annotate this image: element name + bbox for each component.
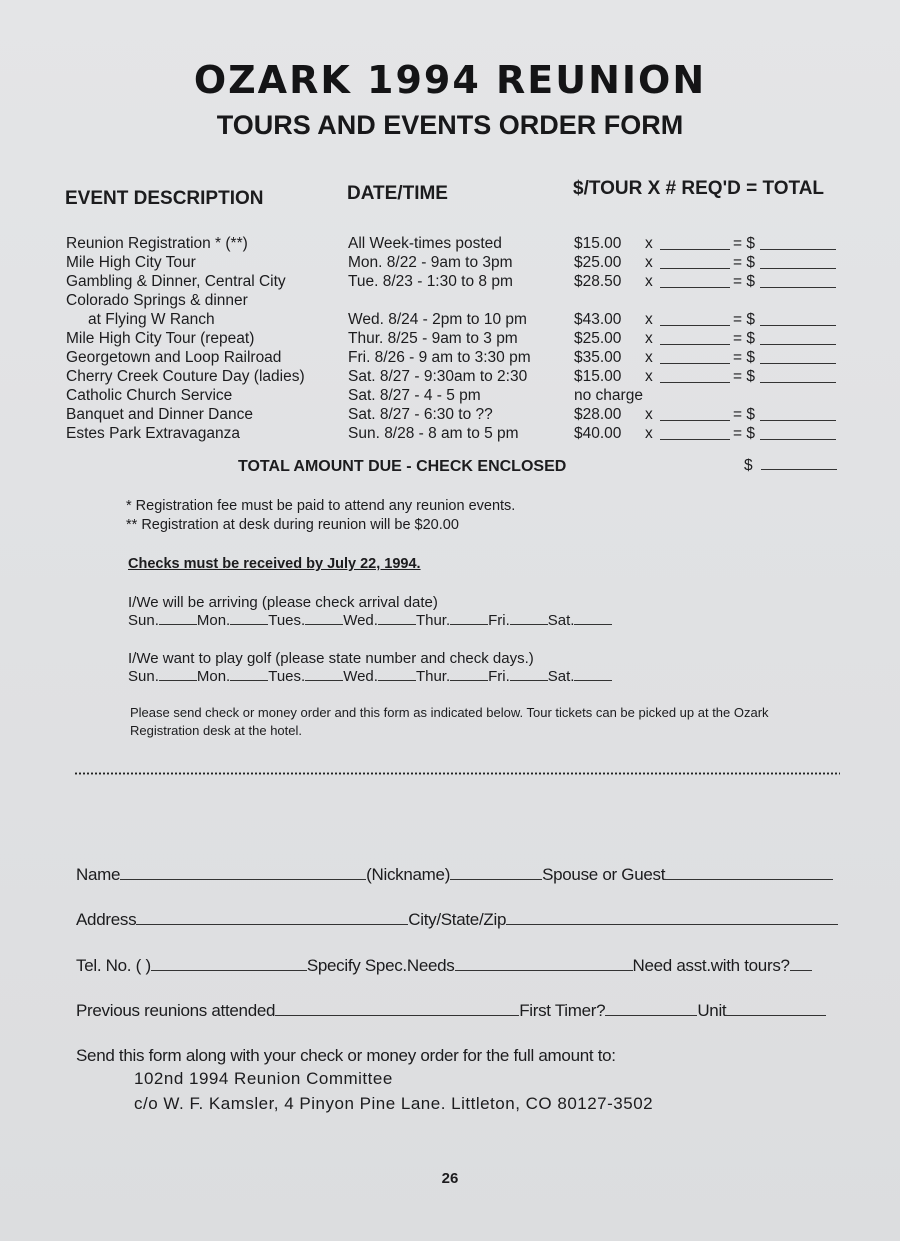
quantity-field[interactable] xyxy=(660,275,730,288)
golf-day-checkbox[interactable] xyxy=(230,668,268,681)
equals-dollar: = $ xyxy=(733,311,755,328)
instructions: Please send check or money order and this form as indicated below. Tour tickets can be picked up at the Ozark Registration desk at the hotel. xyxy=(130,705,769,738)
golf-day-checkbox[interactable] xyxy=(305,668,343,681)
address-label: Address xyxy=(76,910,137,929)
quantity-field[interactable] xyxy=(660,351,730,364)
equals-dollar: = $ xyxy=(733,406,755,423)
arrival-day-checkbox[interactable] xyxy=(159,612,197,625)
arrival-day-label: Wed. xyxy=(343,612,378,629)
equals-dollar: = $ xyxy=(733,368,755,385)
event-price: $15.00 xyxy=(574,368,622,385)
page-number: 26 xyxy=(441,1170,459,1187)
nickname-label: (Nickname) xyxy=(366,865,451,884)
event-row xyxy=(0,235,900,255)
event-name: Estes Park Extravaganza xyxy=(66,425,241,442)
event-name: Banquet and Dinner Dance xyxy=(66,406,253,423)
committee-name: 102nd 1994 Reunion Committee xyxy=(134,1069,393,1088)
quantity-field[interactable] xyxy=(660,237,730,250)
first-timer-label: First Timer? xyxy=(519,1001,606,1020)
event-date-time: Thur. 8/25 - 9am to 3 pm xyxy=(348,330,518,347)
event-row xyxy=(0,330,900,350)
address-field[interactable] xyxy=(136,910,408,925)
event-date-time: Mon. 8/22 - 9am to 3pm xyxy=(348,254,513,271)
equals-dollar: = $ xyxy=(733,254,755,271)
equals-dollar: = $ xyxy=(733,330,755,347)
event-date-time: Wed. 8/24 - 2pm to 10 pm xyxy=(348,311,527,328)
event-row xyxy=(0,406,900,426)
event-date-time: Tue. 8/23 - 1:30 to 8 pm xyxy=(348,273,513,290)
event-name: Reunion Registration * (**) xyxy=(66,235,248,252)
arrival-prompt: I/We will be arriving (please check arrival date) xyxy=(128,594,438,611)
multiply-sign: x xyxy=(645,235,653,252)
arrival-day-checkbox[interactable] xyxy=(510,612,548,625)
arrival-day-checkbox[interactable] xyxy=(378,612,416,625)
total-currency: $ xyxy=(744,457,753,474)
event-price: $35.00 xyxy=(574,349,622,366)
event-total-field[interactable] xyxy=(760,332,836,345)
event-name: Mile High City Tour xyxy=(66,254,196,271)
arrival-day-label: Sat. xyxy=(547,612,575,629)
total-amount-blank[interactable] xyxy=(761,457,837,470)
need-assistance-field[interactable] xyxy=(790,956,812,971)
event-name: at Flying W Ranch xyxy=(88,311,215,328)
event-row xyxy=(0,425,900,445)
golf-day-label: Sun. xyxy=(128,668,159,685)
golf-day-checkbox[interactable] xyxy=(450,668,488,681)
spouse-label: Spouse or Guest xyxy=(542,865,666,884)
golf-day-checkbox[interactable] xyxy=(159,668,197,681)
event-price: $25.00 xyxy=(574,330,622,347)
event-name: Gambling & Dinner, Central City xyxy=(66,273,286,290)
nickname-field[interactable] xyxy=(450,865,542,880)
equals-dollar: = $ xyxy=(733,273,755,290)
event-price: no charge xyxy=(574,387,643,404)
multiply-sign: x xyxy=(645,349,653,366)
name-label: Name xyxy=(76,865,121,884)
quantity-field[interactable] xyxy=(660,427,730,440)
spouse-field[interactable] xyxy=(665,865,833,880)
event-total-field[interactable] xyxy=(760,351,836,364)
event-date-time: Sat. 8/27 - 6:30 to ?? xyxy=(348,406,493,423)
event-row xyxy=(0,311,900,331)
quantity-field[interactable] xyxy=(660,332,730,345)
total-amount-due-label: TOTAL AMOUNT DUE - CHECK ENCLOSED xyxy=(238,458,567,475)
first-timer-field[interactable] xyxy=(605,1001,697,1016)
event-total-field[interactable] xyxy=(760,275,836,288)
event-date-time: All Week-times posted xyxy=(348,235,502,252)
header-date-time: DATE/TIME xyxy=(347,183,448,204)
note-registration-fee: * Registration fee must be paid to attend any reunion events. xyxy=(126,498,516,514)
golf-day-label: Fri. xyxy=(488,668,510,685)
header-event-description: EVENT DESCRIPTION xyxy=(65,188,264,209)
event-row xyxy=(0,349,900,369)
header-price-total: $/TOUR X # REQ'D = TOTAL xyxy=(573,178,825,199)
golf-prompt: I/We want to play golf (please state number and check days.) xyxy=(128,650,534,667)
event-total-field[interactable] xyxy=(760,370,836,383)
event-row xyxy=(0,254,900,274)
page-title: OZARK 1994 REUNION xyxy=(193,58,707,102)
multiply-sign: x xyxy=(645,368,653,385)
arrival-day-label: Fri. xyxy=(488,612,510,629)
golf-day-label: Thur. xyxy=(415,668,451,685)
total-amount-field[interactable] xyxy=(744,457,837,475)
city-field[interactable] xyxy=(506,910,838,925)
arrival-day-label: Mon. xyxy=(196,612,231,629)
event-date-time: Sat. 8/27 - 4 - 5 pm xyxy=(348,387,481,404)
quantity-field[interactable] xyxy=(660,313,730,326)
arrival-day-label: Thur. xyxy=(415,612,451,629)
telephone-label: Tel. No. ( ) xyxy=(76,956,151,975)
event-name: Catholic Church Service xyxy=(66,387,233,404)
equals-dollar: = $ xyxy=(733,235,755,252)
quantity-field[interactable] xyxy=(660,256,730,269)
previous-reunions-row xyxy=(76,1001,826,1021)
event-price: $28.00 xyxy=(574,406,622,423)
arrival-day-checkbox[interactable] xyxy=(230,612,268,625)
golf-day-checkbox[interactable] xyxy=(510,668,548,681)
event-row xyxy=(0,387,900,407)
event-date-time: Sun. 8/28 - 8 am to 5 pm xyxy=(348,425,519,442)
golf-day-checkbox[interactable] xyxy=(378,668,416,681)
need-assistance-label: Need asst.with tours? xyxy=(632,956,790,975)
event-total-field[interactable] xyxy=(760,237,836,250)
telephone-field[interactable] xyxy=(151,956,307,971)
page-subtitle: TOURS AND EVENTS ORDER FORM xyxy=(216,110,684,140)
event-date-time: Fri. 8/26 - 9 am to 3:30 pm xyxy=(348,349,531,366)
golf-days[interactable] xyxy=(128,668,612,685)
event-price: $25.00 xyxy=(574,254,622,271)
multiply-sign: x xyxy=(645,311,653,328)
event-price: $28.50 xyxy=(574,273,622,290)
event-date-time: Sat. 8/27 - 9:30am to 2:30 xyxy=(348,368,528,385)
equals-dollar: = $ xyxy=(733,349,755,366)
quantity-field[interactable] xyxy=(660,408,730,421)
name-field[interactable] xyxy=(120,865,366,880)
note-desk-registration: ** Registration at desk during reunion will be $20.00 xyxy=(126,517,459,533)
multiply-sign: x xyxy=(645,406,653,423)
arrival-day-label: Tues. xyxy=(268,612,306,629)
event-name: Mile High City Tour (repeat) xyxy=(66,330,255,347)
multiply-sign: x xyxy=(645,330,653,347)
golf-day-label: Tues. xyxy=(268,668,306,685)
golf-day-label: Wed. xyxy=(343,668,378,685)
event-price: $43.00 xyxy=(574,311,622,328)
cut-line-divider xyxy=(74,772,840,775)
checks-deadline: Checks must be received by July 22, 1994. xyxy=(128,556,421,572)
previous-reunions-field[interactable] xyxy=(275,1001,519,1016)
address-row xyxy=(76,910,838,930)
previous-reunions-label: Previous reunions attended xyxy=(76,1001,276,1020)
event-row xyxy=(0,273,900,293)
city-label: City/State/Zip xyxy=(408,910,507,929)
multiply-sign: x xyxy=(645,254,653,271)
event-price: $15.00 xyxy=(574,235,622,252)
event-row xyxy=(0,368,900,388)
quantity-field[interactable] xyxy=(660,370,730,383)
golf-day-label: Sat. xyxy=(547,668,575,685)
send-to-instructions: Send this form along with your check or money order for the full amount to: xyxy=(76,1046,616,1065)
event-total-field[interactable] xyxy=(760,256,836,269)
spec-needs-label: Specify Spec.Needs xyxy=(306,956,455,975)
event-total-field[interactable] xyxy=(760,427,836,440)
event-name: Colorado Springs & dinner xyxy=(66,292,248,309)
arrival-day-checkbox[interactable] xyxy=(574,612,612,625)
golf-day-checkbox[interactable] xyxy=(574,668,612,681)
event-name: Georgetown and Loop Railroad xyxy=(66,349,282,366)
arrival-day-checkbox[interactable] xyxy=(305,612,343,625)
multiply-sign: x xyxy=(645,273,653,290)
event-name: Cherry Creek Couture Day (ladies) xyxy=(66,368,305,385)
name-row xyxy=(76,865,833,885)
multiply-sign: x xyxy=(645,425,653,442)
unit-label: Unit xyxy=(697,1001,727,1020)
spec-needs-field[interactable] xyxy=(455,956,633,971)
event-price: $40.00 xyxy=(574,425,622,442)
arrival-day-label: Sun. xyxy=(128,612,159,629)
golf-day-label: Mon. xyxy=(196,668,231,685)
equals-dollar: = $ xyxy=(733,425,755,442)
mailing-address: c/o W. F. Kamsler, 4 Pinyon Pine Lane. Littleton, CO 80127-3502 xyxy=(134,1094,654,1113)
arrival-day-checkbox[interactable] xyxy=(450,612,488,625)
telephone-row xyxy=(76,956,812,976)
event-total-field[interactable] xyxy=(760,408,836,421)
arrival-days[interactable] xyxy=(128,612,612,629)
unit-field[interactable] xyxy=(726,1001,826,1016)
event-row xyxy=(0,292,900,312)
event-total-field[interactable] xyxy=(760,313,836,326)
